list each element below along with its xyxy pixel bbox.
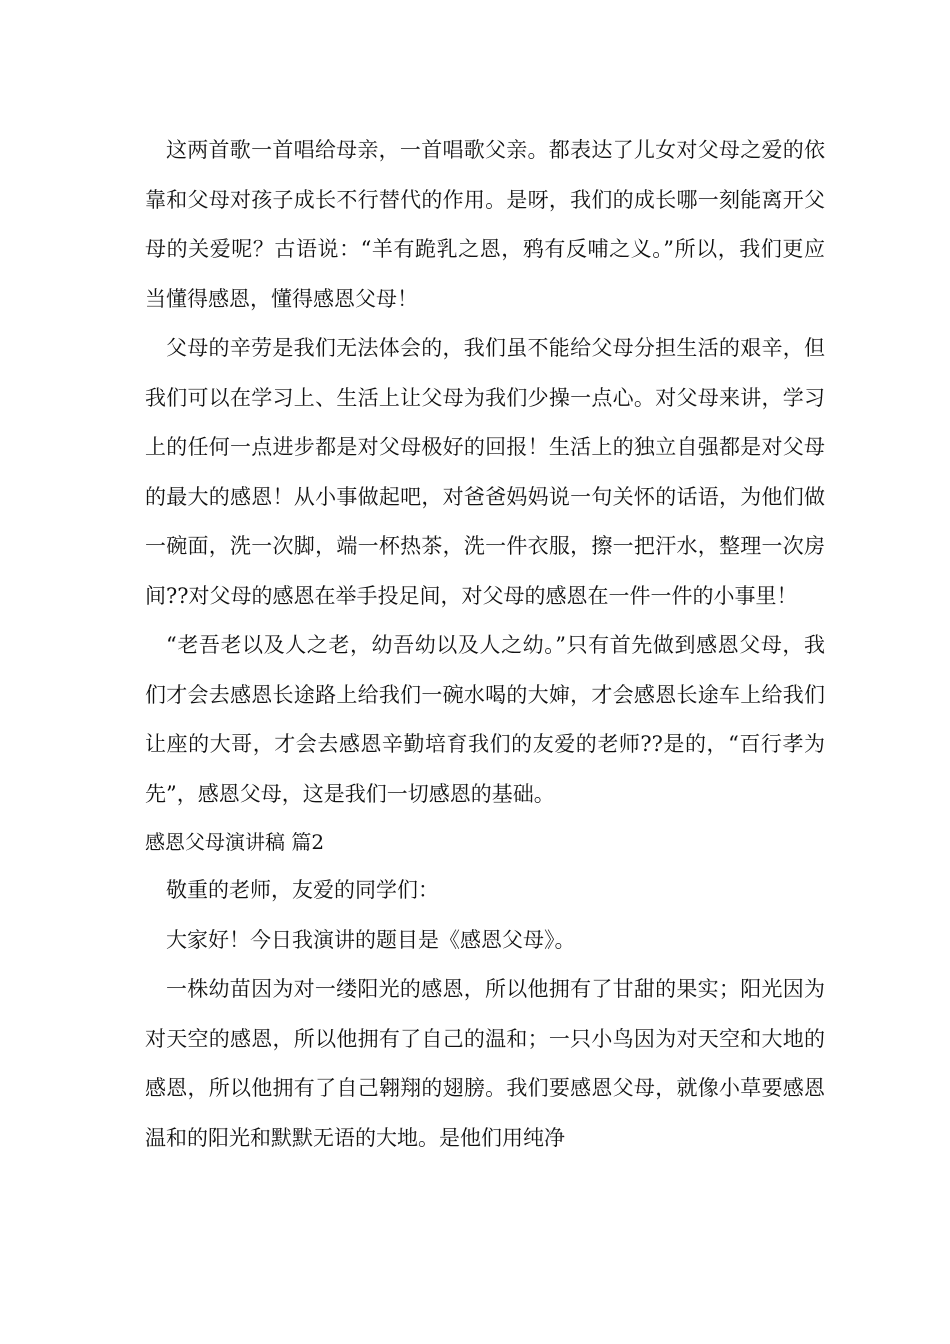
speech-heading: 感恩父母演讲稿 篇2: [145, 830, 325, 854]
speech-body: 一株幼苗因为对一缕阳光的感恩，所以他拥有了甘甜的果实；阳光因为对天空的感恩，所以他拥有了自己的温和；一只小鸟因为对天空和大地的感恩，所以他拥有了自己翱翔的翅膀。我们要感恩父母，就像小草要感恩温和的阳光和默默无语的大地。是他们用纯净: [145, 977, 825, 1150]
speech-greeting: 敬重的老师，友爱的同学们：: [166, 878, 439, 902]
paragraph-respect-elders: “老吾老以及人之老，幼吾幼以及人之幼。”只有首先做到感恩父母，我们才会去感恩长途路上给我们一碗水喝的大婶，才会感恩长途车上给我们让座的大哥，才会去感恩辛勤培育我们的友爱的老师??是的，“百行孝为先”，感恩父母，这是我们一切感恩的基础。: [145, 633, 825, 806]
speech-intro: 大家好！今日我演讲的题目是《感恩父母》。: [166, 927, 576, 952]
paragraph-hardship: 父母的辛劳是我们无法体会的，我们虽不能给父母分担生活的艰辛，但我们可以在学习上、生活上让父母为我们少操一点心。对父母来讲，学习上的任何一点进步都是对父母极好的回报！生活上的独立自强都是对父母的最大的感恩！从小事做起吧，对爸爸妈妈说一句关怀的话语，为他们做一碗面，洗一次脚，端一杯热茶，洗一件衣服，擦一把汗水，整理一次房间??对父母的感恩在举手投足间，对父母的感恩在一件一件的小事里！: [145, 336, 825, 608]
document-page: [145, 126, 825, 1163]
paragraph-songs: 这两首歌一首唱给母亲，一首唱歌父亲。都表达了儿女对父母之爱的依靠和父母对孩子成长不行替代的作用。是呀，我们的成长哪一刻能离开父母的关爱呢？古语说：“羊有跪乳之恩，鸦有反哺之义。”所以，我们更应当懂得感恩，懂得感恩父母！: [145, 138, 825, 311]
